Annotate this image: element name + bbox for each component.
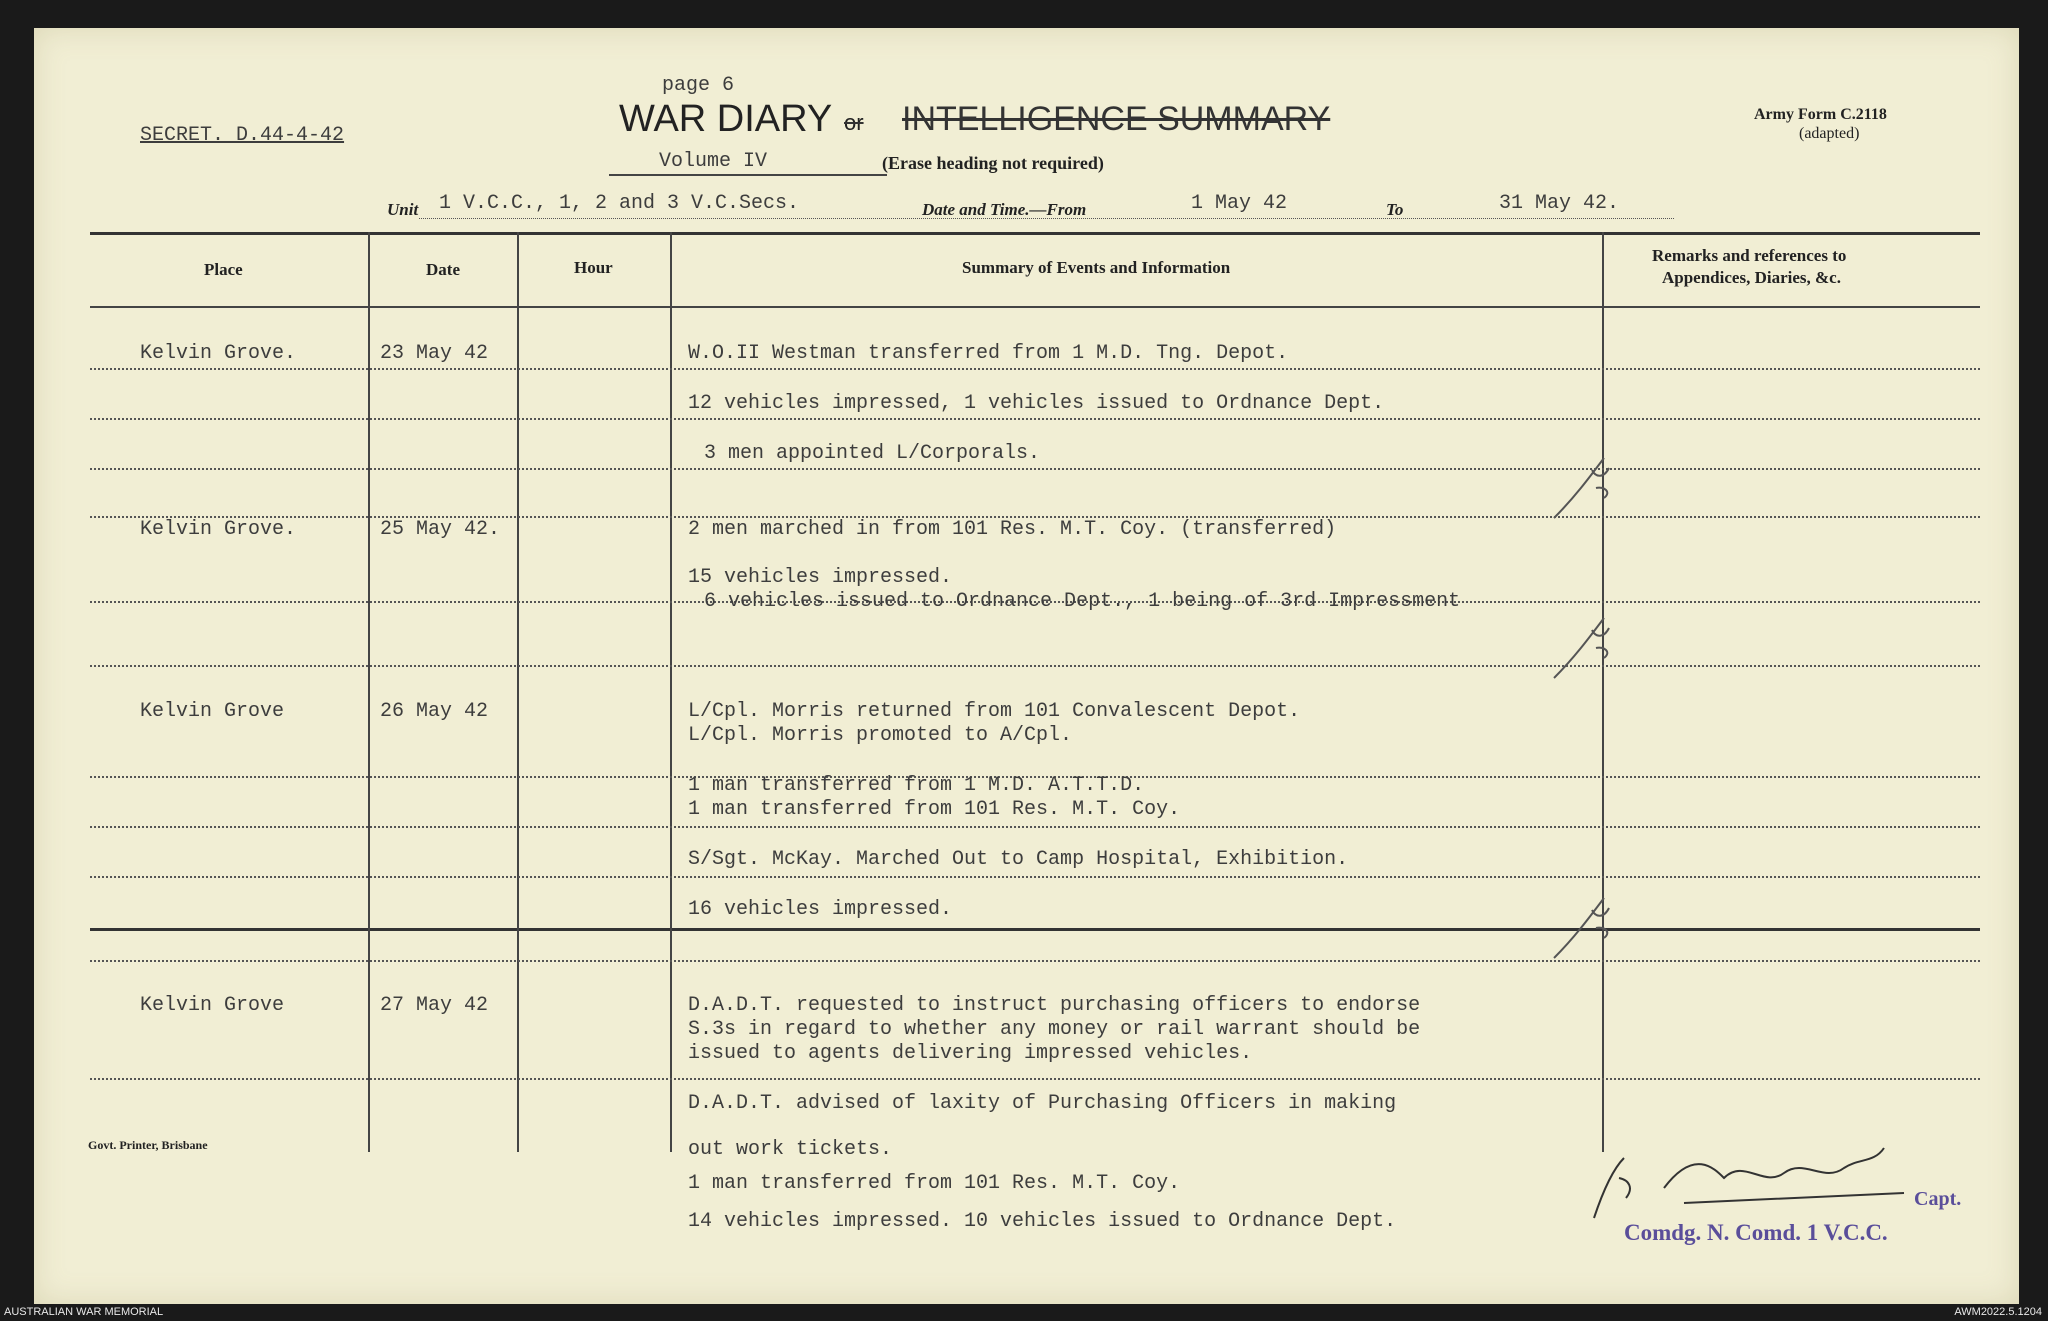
footer-source: AUSTRALIAN WAR MEMORIAL (4, 1306, 164, 1318)
entry-place: Kelvin Grove. (140, 342, 297, 365)
entry-line: S.3s in regard to whether any money or rail warrant should be (688, 1018, 1421, 1041)
row-line (90, 368, 1980, 370)
col-header-remarks-1: Remarks and references to (1652, 246, 1847, 265)
initials-mark (1534, 608, 1624, 688)
row-line (90, 1078, 1980, 1080)
entry-line: S/Sgt. McKay. Marched Out to Camp Hospital, Exhibition. (688, 848, 1349, 871)
volume: Volume IV (659, 150, 768, 173)
entry-line: 1 man transferred from 101 Res. M.T. Coy. (688, 798, 1181, 821)
entry-line: L/Cpl. Morris promoted to A/Cpl. (688, 724, 1073, 747)
entry-line: W.O.II Westman transferred from 1 M.D. Tng. Depot. (688, 342, 1289, 365)
entry-line: 16 vehicles impressed. (688, 898, 953, 921)
initials-mark (1534, 888, 1624, 968)
unit-value: 1 V.C.C., 1, 2 and 3 V.C.Secs. (439, 192, 800, 215)
erase-note: (Erase heading not required) (882, 153, 1104, 173)
col-header-date: Date (426, 260, 460, 279)
entry-date: 26 May 42 (380, 700, 489, 723)
col-header-summary: Summary of Events and Information (962, 258, 1231, 277)
entry-date: 23 May 42 (380, 342, 489, 365)
printer-credit: Govt. Printer, Brisbane (88, 1138, 208, 1152)
entry-line: 14 vehicles impressed. 10 vehicles issued to Ordnance Dept. (688, 1210, 1397, 1233)
entry-line: D.A.D.T. requested to instruct purchasing officers to endorse (688, 994, 1421, 1017)
row-line (90, 826, 1980, 828)
entry-place: Kelvin Grove (140, 700, 285, 723)
date-to: 31 May 42. (1499, 192, 1620, 215)
initials-mark (1534, 448, 1624, 528)
entry-line: 2 men marched in from 101 Res. M.T. Coy. (transferred) (688, 518, 1337, 541)
entry-line: issued to agents delivering impressed vehicles. (688, 1042, 1253, 1065)
col-divider-date (517, 232, 519, 1152)
unit-dotted-line (419, 218, 1674, 219)
entry-line: 1 man transferred from 101 Res. M.T. Coy. (688, 1172, 1181, 1195)
entry-line: 12 vehicles impressed, 1 vehicles issued to Ordnance Dept. (688, 392, 1385, 415)
row-line (90, 418, 1980, 420)
row-line (90, 468, 1980, 470)
date-from: 1 May 42 (1191, 192, 1288, 215)
army-form-adapted: (adapted) (1799, 125, 1860, 142)
title-or: or (844, 110, 864, 135)
entry-line: 15 vehicles impressed. (688, 566, 953, 589)
secret-reference: SECRET. D.44-4-42 (140, 124, 345, 147)
row-line (90, 665, 1980, 667)
volume-underline (609, 174, 887, 176)
entry-place: Kelvin Grove. (140, 518, 297, 541)
title-war-diary: WAR DIARY (619, 98, 833, 140)
entry-line: 3 men appointed L/Corporals. (704, 442, 1041, 465)
title-intelligence-summary: INTELLIGENCE SUMMARY (902, 100, 1331, 138)
entry-date: 25 May 42. (380, 518, 501, 541)
row-line (90, 876, 1980, 878)
header-row-border (90, 306, 1980, 308)
col-divider-summary (1602, 232, 1604, 1152)
footer-id: AWM2022.5.1204 (1954, 1306, 2042, 1318)
row-line (90, 960, 1980, 962)
entry-line: 6 vehicles issued to Ordnance Dept., 1 being of 3rd Impressment (704, 590, 1461, 613)
col-divider-hour (670, 232, 672, 1152)
entry-line: L/Cpl. Morris returned from 101 Convalescent Depot. (688, 700, 1301, 723)
stamp-rank: Capt. (1914, 1188, 1962, 1210)
unit-label: Unit (387, 200, 419, 219)
page-number: page 6 (662, 74, 735, 97)
entry-line: D.A.D.T. advised of laxity of Purchasing Officers in making (688, 1092, 1397, 1115)
col-divider-place (368, 232, 370, 1152)
col-header-hour: Hour (574, 258, 613, 277)
entry-place: Kelvin Grove (140, 994, 285, 1017)
table-bottom-border (90, 928, 1980, 931)
col-header-place: Place (204, 260, 243, 279)
table-top-border (90, 232, 1980, 235)
entry-line: 1 man transferred from 1 M.D. A.T.T.D. (688, 774, 1145, 797)
entry-line: out work tickets. (688, 1138, 893, 1161)
army-form: Army Form C.2118 (1754, 106, 1887, 123)
stamp-command: Comdg. N. Comd. 1 V.C.C. (1624, 1220, 1888, 1245)
col-header-remarks-2: Appendices, Diaries, &c. (1662, 268, 1841, 287)
entry-date: 27 May 42 (380, 994, 489, 1017)
date-to-label: To (1386, 200, 1404, 219)
diary-page (34, 28, 2019, 1304)
date-time-label: Date and Time.—From (922, 200, 1087, 219)
